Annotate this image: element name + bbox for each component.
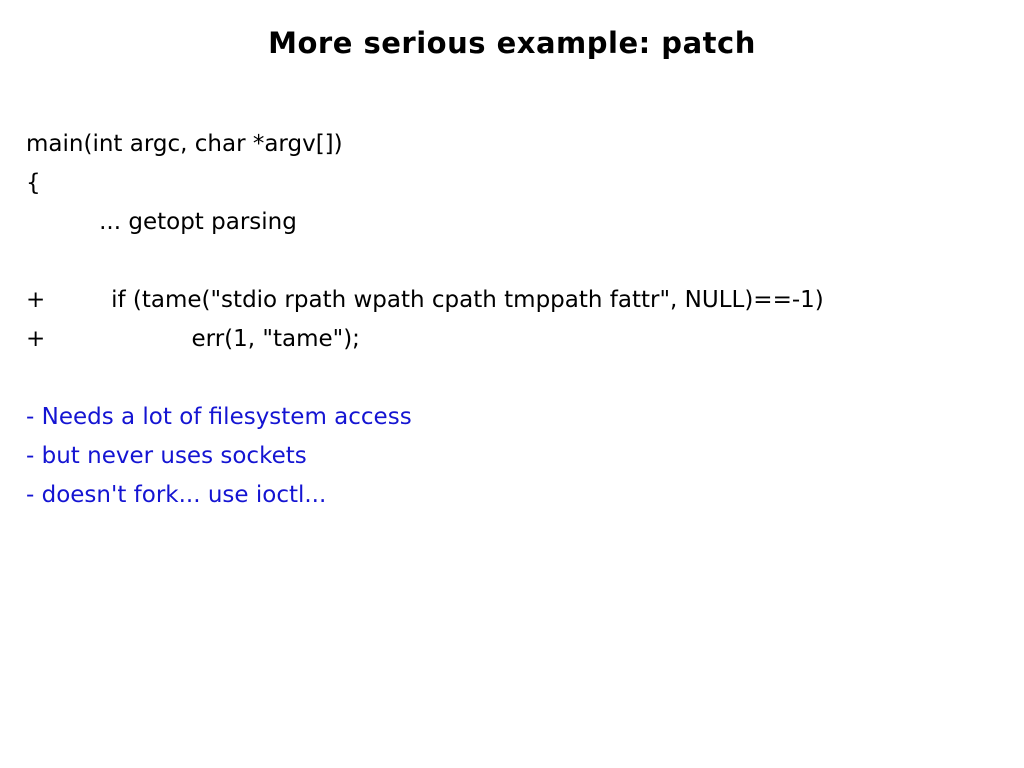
bullet-item: - Needs a lot of filesystem access xyxy=(26,404,412,430)
code-line-spacer xyxy=(26,359,1006,398)
bullet-item: - doesn't fork... use ioctl... xyxy=(26,482,327,508)
page-title: More serious example: patch xyxy=(268,26,756,60)
code-line: ... getopt parsing xyxy=(26,209,297,235)
code-line: { xyxy=(26,170,41,196)
code-line-added: + if (tame("stdio rpath wpath cpath tmppath fattr", NULL)==-1) xyxy=(26,287,824,313)
code-line-added: + err(1, "tame"); xyxy=(26,326,360,352)
code-line: main(int argc, char *argv[]) xyxy=(26,131,343,157)
code-line-spacer xyxy=(26,242,1006,281)
slide-body xyxy=(26,125,1006,515)
bullet-item: - but never uses sockets xyxy=(26,443,307,469)
